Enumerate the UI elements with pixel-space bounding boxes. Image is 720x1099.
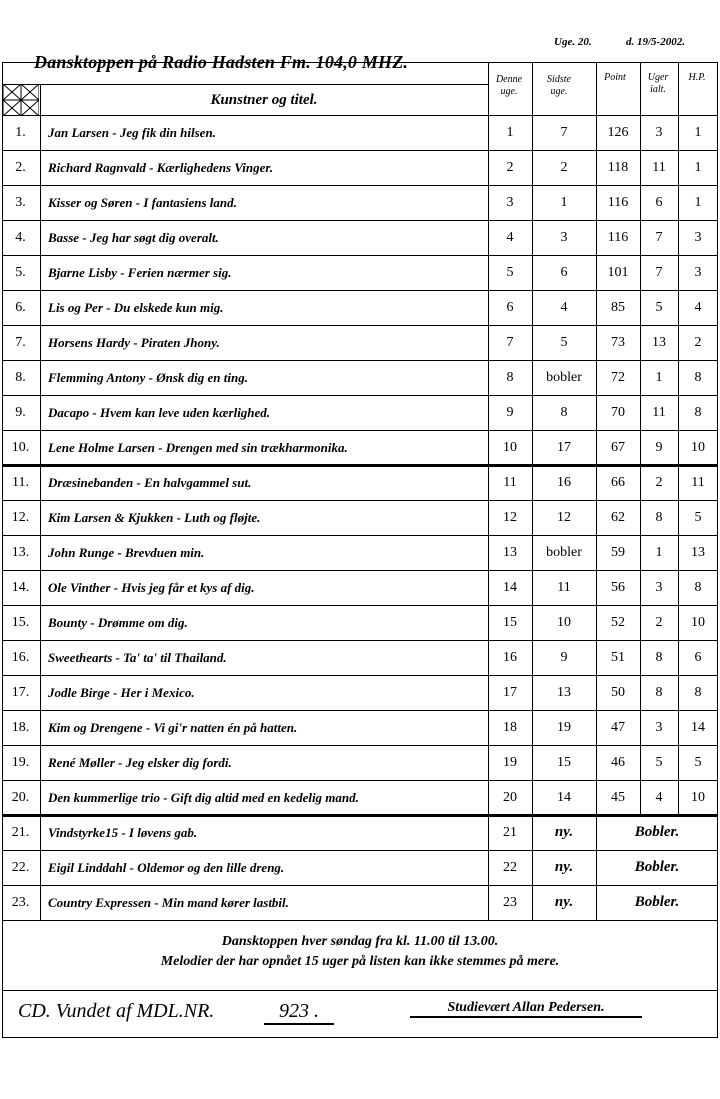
rank-number: 15. xyxy=(11,615,30,630)
this-week-position: 12 xyxy=(503,510,517,525)
header-divider xyxy=(2,84,488,85)
last-week-position: 3 xyxy=(560,230,568,245)
song-entry: René Møller - Jeg elsker dig fordi. xyxy=(48,755,232,770)
points-value: 72 xyxy=(611,370,625,385)
points-value: 116 xyxy=(607,230,629,245)
new-entry-status: ny. xyxy=(554,859,574,875)
artist-title-header: Kunstner og titel. xyxy=(210,92,318,108)
rank-number: 5. xyxy=(15,265,26,280)
highest-position-value: 1 xyxy=(694,160,702,175)
rank-number: 10. xyxy=(11,440,30,455)
weeks-total-value: 9 xyxy=(655,440,663,455)
weeks-total-value: 3 xyxy=(655,125,663,140)
weeks-total-value: 11 xyxy=(652,160,666,175)
rank-number: 14. xyxy=(11,580,30,595)
song-entry: Kisser og Søren - I fantasiens land. xyxy=(48,195,237,210)
points-value: 52 xyxy=(611,615,625,630)
song-entry: Den kummerlige trio - Gift dig altid med en kedelig mand. xyxy=(48,790,359,805)
rank-number: 22. xyxy=(11,860,30,875)
this-week-position: 22 xyxy=(503,860,517,875)
row-divider xyxy=(2,464,718,467)
rank-number: 1. xyxy=(15,125,26,140)
bubbler-label: Bobler. xyxy=(634,859,680,875)
weeks-total-value: 8 xyxy=(655,510,663,525)
rank-number: 2. xyxy=(15,160,26,175)
song-entry: Basse - Jeg har søgt dig overalt. xyxy=(48,230,219,245)
new-entry-status: ny. xyxy=(554,824,574,840)
weeks-total-value: 1 xyxy=(655,545,663,560)
this-week-position: 6 xyxy=(506,300,514,315)
highest-position-value: 1 xyxy=(694,125,702,140)
this-week-position: 16 xyxy=(503,650,517,665)
studio-host: Studievært Allan Pedersen. xyxy=(410,1000,642,1018)
highest-position-value: 8 xyxy=(694,580,702,595)
rank-number: 19. xyxy=(11,755,30,770)
highest-position-value: 8 xyxy=(694,685,702,700)
rank-number: 9. xyxy=(15,405,26,420)
bubbler-label: Bobler. xyxy=(634,894,680,910)
song-entry: Flemming Antony - Ønsk dig en ting. xyxy=(48,370,248,385)
row-divider xyxy=(2,850,718,851)
points-value: 62 xyxy=(611,510,625,525)
rank-number: 3. xyxy=(15,195,26,210)
row-divider xyxy=(2,885,718,886)
row-divider xyxy=(2,814,718,817)
weeks-total-value: 2 xyxy=(655,475,663,490)
points-value: 56 xyxy=(611,580,625,595)
last-week-position: 4 xyxy=(560,300,568,315)
row-divider xyxy=(2,325,718,326)
points-value: 51 xyxy=(611,650,625,665)
row-divider xyxy=(2,675,718,676)
points-value: 67 xyxy=(611,440,625,455)
highest-position-value: 1 xyxy=(694,195,702,210)
page-title: Dansktoppen på Radio Hadsten Fm. 104,0 MHZ. xyxy=(34,52,409,72)
last-week-position: bobler xyxy=(546,370,582,385)
weeks-total-value: 8 xyxy=(655,650,663,665)
song-entry: Horsens Hardy - Piraten Jhony. xyxy=(48,335,220,350)
weeks-total-value: 6 xyxy=(655,195,663,210)
highest-position-value: 10 xyxy=(691,790,705,805)
points-value: 46 xyxy=(611,755,625,770)
voting-rule: Melodier der har opnået 15 uger på listen kan ikke stemmes på mere. xyxy=(160,954,560,969)
last-week-position: 14 xyxy=(557,790,571,805)
this-week-position: 1 xyxy=(506,125,514,140)
row-divider xyxy=(2,360,718,361)
this-week-position: 19 xyxy=(503,755,517,770)
row-divider xyxy=(2,640,718,641)
points-value: 73 xyxy=(611,335,625,350)
song-entry: Sweethearts - Ta' ta' til Thailand. xyxy=(48,650,227,665)
highest-position-value: 5 xyxy=(694,510,702,525)
bubbler-label: Bobler. xyxy=(634,824,680,840)
rank-number: 6. xyxy=(15,300,26,315)
this-week-position: 8 xyxy=(506,370,514,385)
last-week-position: 7 xyxy=(560,125,568,140)
last-week-position: 12 xyxy=(557,510,571,525)
last-week-header: Sidste uge. xyxy=(547,74,571,97)
last-week-position: 19 xyxy=(557,720,571,735)
points-value: 59 xyxy=(611,545,625,560)
this-week-position: 3 xyxy=(506,195,514,210)
last-week-position: 6 xyxy=(560,265,568,280)
highest-position-value: 8 xyxy=(694,370,702,385)
date-label: d. 19/5-2002. xyxy=(626,36,685,48)
highest-position-value: 11 xyxy=(691,475,705,490)
points-value: 50 xyxy=(611,685,625,700)
row-divider xyxy=(2,605,718,606)
last-week-position: 9 xyxy=(560,650,568,665)
last-week-position: 10 xyxy=(557,615,571,630)
last-week-position: 11 xyxy=(557,580,571,595)
broadcast-time: Dansktoppen hver søndag fra kl. 11.00 til 13.00. xyxy=(221,934,499,949)
row-divider xyxy=(2,255,718,256)
highest-position-header: H.P. xyxy=(688,72,706,83)
rank-number: 21. xyxy=(11,825,30,840)
row-divider xyxy=(2,185,718,186)
new-entry-status: ny. xyxy=(554,894,574,910)
column-divider xyxy=(40,84,41,920)
weeks-total-value: 2 xyxy=(655,615,663,630)
highest-position-value: 2 xyxy=(694,335,702,350)
this-week-position: 18 xyxy=(503,720,517,735)
this-week-position: 17 xyxy=(503,685,517,700)
row-divider xyxy=(2,290,718,291)
song-entry: Eigil Linddahl - Oldemor og den lille dreng. xyxy=(48,860,285,875)
weeks-total-value: 4 xyxy=(655,790,663,805)
this-week-position: 5 xyxy=(506,265,514,280)
last-week-position: 1 xyxy=(560,195,568,210)
weeks-total-value: 1 xyxy=(655,370,663,385)
points-value: 47 xyxy=(611,720,625,735)
this-week-position: 9 xyxy=(506,405,514,420)
highest-position-value: 3 xyxy=(694,230,702,245)
song-entry: Dræsinebanden - En halvgammel sut. xyxy=(48,475,252,490)
row-divider xyxy=(2,220,718,221)
broadcast-info xyxy=(2,932,718,972)
points-value: 118 xyxy=(607,160,629,175)
weeks-total-value: 5 xyxy=(655,300,663,315)
weeks-total-value: 8 xyxy=(655,685,663,700)
song-entry: Dacapo - Hvem kan leve uden kærlighed. xyxy=(48,405,271,420)
rank-number: 23. xyxy=(11,895,30,910)
rank-number: 16. xyxy=(11,650,30,665)
song-entry: Jodle Birge - Her i Mexico. xyxy=(48,685,195,700)
this-week-position: 13 xyxy=(503,545,517,560)
last-week-position: 16 xyxy=(557,475,571,490)
points-value: 101 xyxy=(607,265,629,280)
weeks-total-value: 13 xyxy=(652,335,666,350)
highest-position-value: 6 xyxy=(694,650,702,665)
song-entry: Richard Ragnvald - Kærlighedens Vinger. xyxy=(48,160,274,175)
this-week-position: 20 xyxy=(503,790,517,805)
weeks-total-header: Uger ialt. xyxy=(647,72,669,95)
highest-position-value: 10 xyxy=(691,615,705,630)
weeks-total-value: 7 xyxy=(655,230,663,245)
weeks-total-value: 3 xyxy=(655,580,663,595)
weeks-total-value: 3 xyxy=(655,720,663,735)
row-divider xyxy=(2,920,718,921)
row-divider xyxy=(2,570,718,571)
highest-position-value: 14 xyxy=(691,720,705,735)
row-divider xyxy=(2,395,718,396)
last-week-position: 15 xyxy=(557,755,571,770)
last-week-position: 2 xyxy=(560,160,568,175)
this-week-position: 14 xyxy=(503,580,517,595)
row-divider xyxy=(2,500,718,501)
highest-position-value: 8 xyxy=(694,405,702,420)
song-entry: Country Expressen - Min mand kører lastbil. xyxy=(48,895,289,910)
points-value: 66 xyxy=(611,475,625,490)
crossed-box-icon xyxy=(3,84,39,116)
rank-number: 4. xyxy=(15,230,26,245)
this-week-position: 11 xyxy=(503,475,517,490)
this-week-position: 7 xyxy=(506,335,514,350)
song-entry: Lis og Per - Du elskede kun mig. xyxy=(48,300,224,315)
highest-position-value: 13 xyxy=(691,545,705,560)
this-week-position: 10 xyxy=(503,440,517,455)
weeks-total-value: 7 xyxy=(655,265,663,280)
points-value: 116 xyxy=(607,195,629,210)
song-entry: Jan Larsen - Jeg fik din hilsen. xyxy=(48,125,216,140)
cd-winner-label: CD. Vundet af MDL.NR. xyxy=(18,1000,215,1022)
rank-number: 18. xyxy=(11,720,30,735)
points-value: 126 xyxy=(607,125,629,140)
this-week-position: 2 xyxy=(506,160,514,175)
header-divider xyxy=(2,115,718,116)
song-entry: John Runge - Brevduen min. xyxy=(48,545,205,560)
song-entry: Bjarne Lisby - Ferien nærmer sig. xyxy=(48,265,232,280)
points-header: Point xyxy=(604,72,626,83)
row-divider xyxy=(2,535,718,536)
highest-position-value: 4 xyxy=(694,300,702,315)
rank-number: 8. xyxy=(15,370,26,385)
week-number: Uge. 20. xyxy=(554,36,592,48)
weeks-total-value: 11 xyxy=(652,405,666,420)
last-week-position: 8 xyxy=(560,405,568,420)
points-value: 70 xyxy=(611,405,625,420)
this-week-position: 23 xyxy=(503,895,517,910)
points-value: 85 xyxy=(611,300,625,315)
this-week-header: Denne uge. xyxy=(495,74,523,97)
row-divider xyxy=(2,150,718,151)
song-entry: Kim Larsen & Kjukken - Luth og fløjte. xyxy=(48,510,261,525)
rank-number: 11. xyxy=(12,475,29,490)
last-week-position: 17 xyxy=(557,440,571,455)
song-entry: Ole Vinther - Hvis jeg får et kys af dig. xyxy=(48,580,255,595)
rank-number: 20. xyxy=(11,790,30,805)
this-week-position: 15 xyxy=(503,615,517,630)
rank-number: 13. xyxy=(11,545,30,560)
song-entry: Bounty - Drømme om dig. xyxy=(48,615,188,630)
row-divider xyxy=(2,430,718,431)
highest-position-value: 5 xyxy=(694,755,702,770)
row-divider xyxy=(2,780,718,781)
song-entry: Kim og Drengene - Vi gi'r natten én på hatten. xyxy=(48,720,298,735)
highest-position-value: 3 xyxy=(694,265,702,280)
last-week-position: 5 xyxy=(560,335,568,350)
this-week-position: 4 xyxy=(506,230,514,245)
weeks-total-value: 5 xyxy=(655,755,663,770)
points-value: 45 xyxy=(611,790,625,805)
rank-number: 7. xyxy=(15,335,26,350)
rank-number: 17. xyxy=(11,685,30,700)
highest-position-value: 10 xyxy=(691,440,705,455)
row-divider xyxy=(2,710,718,711)
last-week-position: bobler xyxy=(546,545,582,560)
song-entry: Lene Holme Larsen - Drengen med sin trækharmonika. xyxy=(48,440,348,455)
row-divider xyxy=(2,745,718,746)
footer-divider xyxy=(2,990,718,991)
cd-winner-number: 923 . xyxy=(264,1000,334,1025)
this-week-position: 21 xyxy=(503,825,517,840)
last-week-position: 13 xyxy=(557,685,571,700)
rank-number: 12. xyxy=(11,510,30,525)
song-entry: Vindstyrke15 - I løvens gab. xyxy=(48,825,198,840)
